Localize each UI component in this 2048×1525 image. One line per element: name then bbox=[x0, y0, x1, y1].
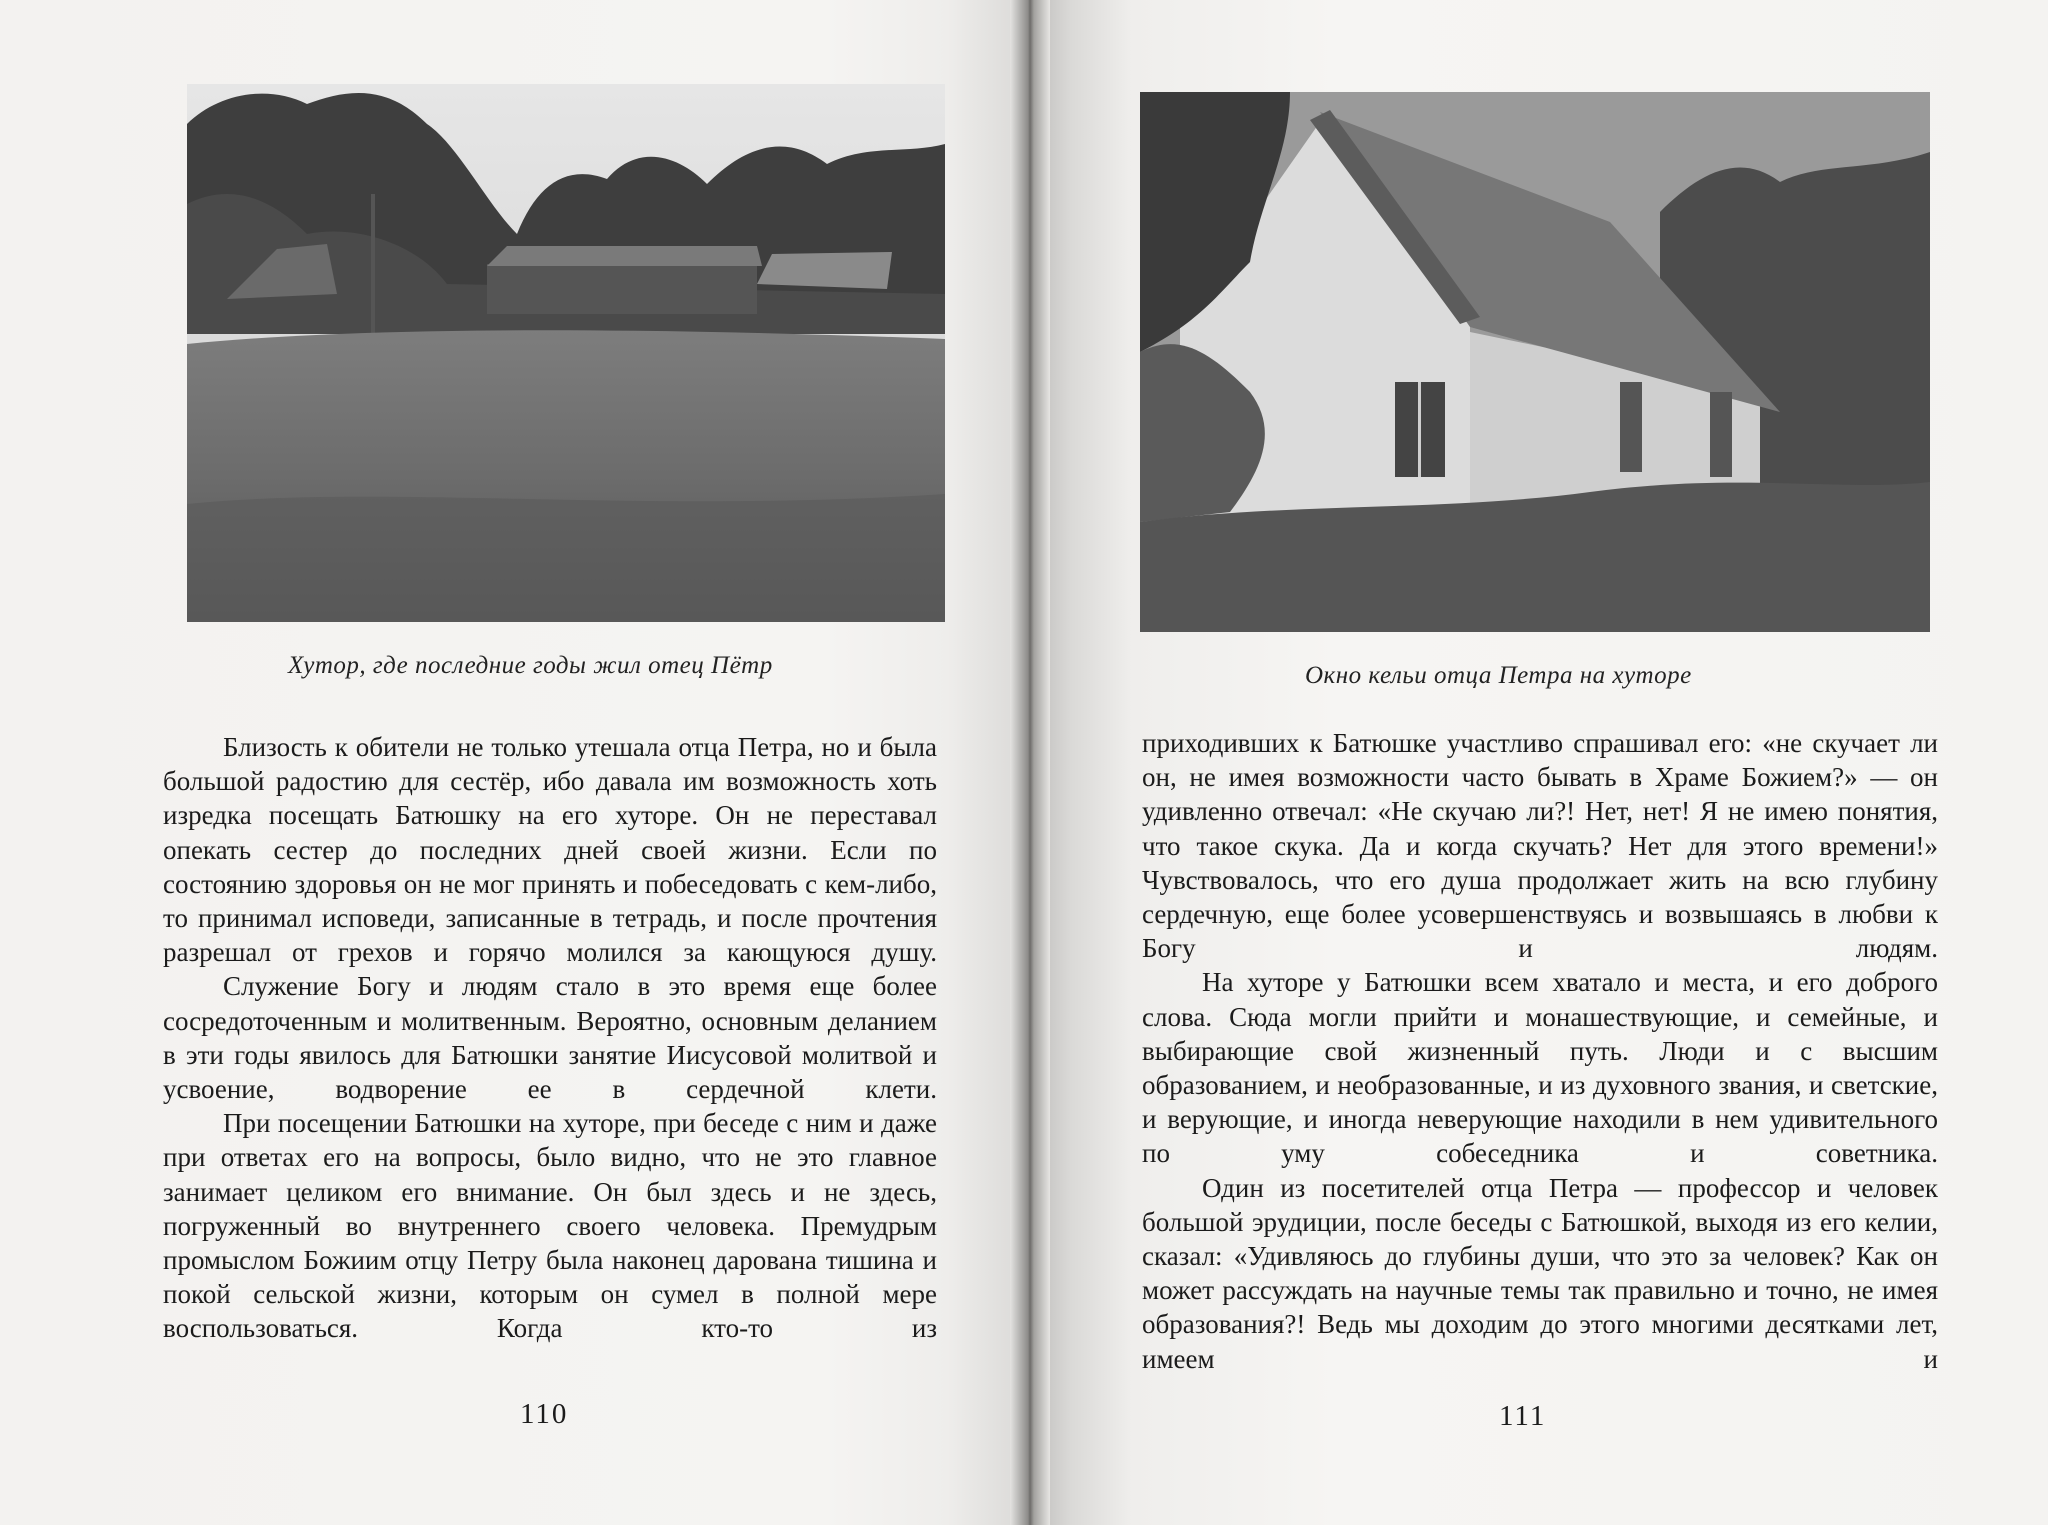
right-photo-caption: Окно кельи отца Петра на хуторе bbox=[1305, 662, 1692, 689]
right-paragraph-1: приходивших к Батюшке участливо спрашивал его: «не скучает ли он, не имея возможности часто бывать в Храме Божием?» — он удивленно отвечал: «Не скучаю ли?! Нет, нет! Я не имею понятия, что такое скука. Да и когда скучать? Нет для этого времени!» Чувствовалось, что его душа продолжает жить на всю глубину сердечную, еще более усовершенствуясь и возвышаясь в любви к Богу и людям. bbox=[1142, 728, 1938, 964]
right-page-number: 111 bbox=[1499, 1400, 1547, 1432]
left-paragraph-3: При посещении Батюшки на хуторе, при беседе с ним и даже при ответах его на вопросы, было видно, что не это главное занимает целиком его внимание. Он был здесь и не здесь, погруженный во внутреннего своего человека. Премудрым промыслом Божиим отцу Петру была наконец дарована тишина и покой сельской жизни, которым он сумел в полной мере воспользоваться. Когда кто-то из bbox=[163, 1108, 937, 1344]
right-body-text bbox=[1142, 726, 1938, 1376]
farmstead-photo bbox=[187, 84, 945, 622]
left-paragraph-2: Служение Богу и людям стало в это время еще более сосредоточенным и молитвенным. Вероятно, основным деланием в эти годы явилось для Батюшки занятие Иисусовой молитвой и усвоение, водворение ее в сердечной клети. bbox=[163, 971, 937, 1105]
right-paragraph-2: На хуторе у Батюшки всем хватало и места, и его доброго слова. Сюда могли прийти и монашествующие, и семейные, и выбирающие свой жизненный путь. Люди и с высшим образованием, и необразованные, и из духовного звания, и светские, и верующие, и иногда неверующие находили в нем удивительного по уму собеседника и советника. bbox=[1142, 967, 1938, 1169]
left-page-number: 110 bbox=[520, 1398, 569, 1430]
cell-window-photo bbox=[1140, 92, 1930, 632]
left-paragraph-1: Близость к обители не только утешала отца Петра, но и была большой радостию для сестёр, ибо давала им возможность хоть изредка посещать Батюшку на его хуторе. Он не переставал опекать сестер до последних дней своей жизни. Если по состоянию здоровья он не мог принять и побеседовать с кем-либо, то принимал исповеди, записанные в тетрадь, и после прочтения разрешал от грехов и горячо молился за кающуюся душу. bbox=[163, 732, 937, 968]
right-paragraph-3: Один из посетителей отца Петра — профессор и человек большой эрудиции, после беседы с Батюшкой, выходя из его келии, сказал: «Удивляюсь до глубины души, что это за человек? Как он может рассуждать на научные темы так правильно и точно, не имея образования?! Ведь мы доходим до этого многими десятками лет, имеем и bbox=[1142, 1172, 1938, 1374]
left-photo-caption: Хутор, где последние годы жил отец Пётр bbox=[288, 652, 773, 679]
left-body-text bbox=[163, 730, 937, 1346]
book-gutter bbox=[1010, 0, 1050, 1525]
right-page bbox=[1030, 0, 2048, 1525]
